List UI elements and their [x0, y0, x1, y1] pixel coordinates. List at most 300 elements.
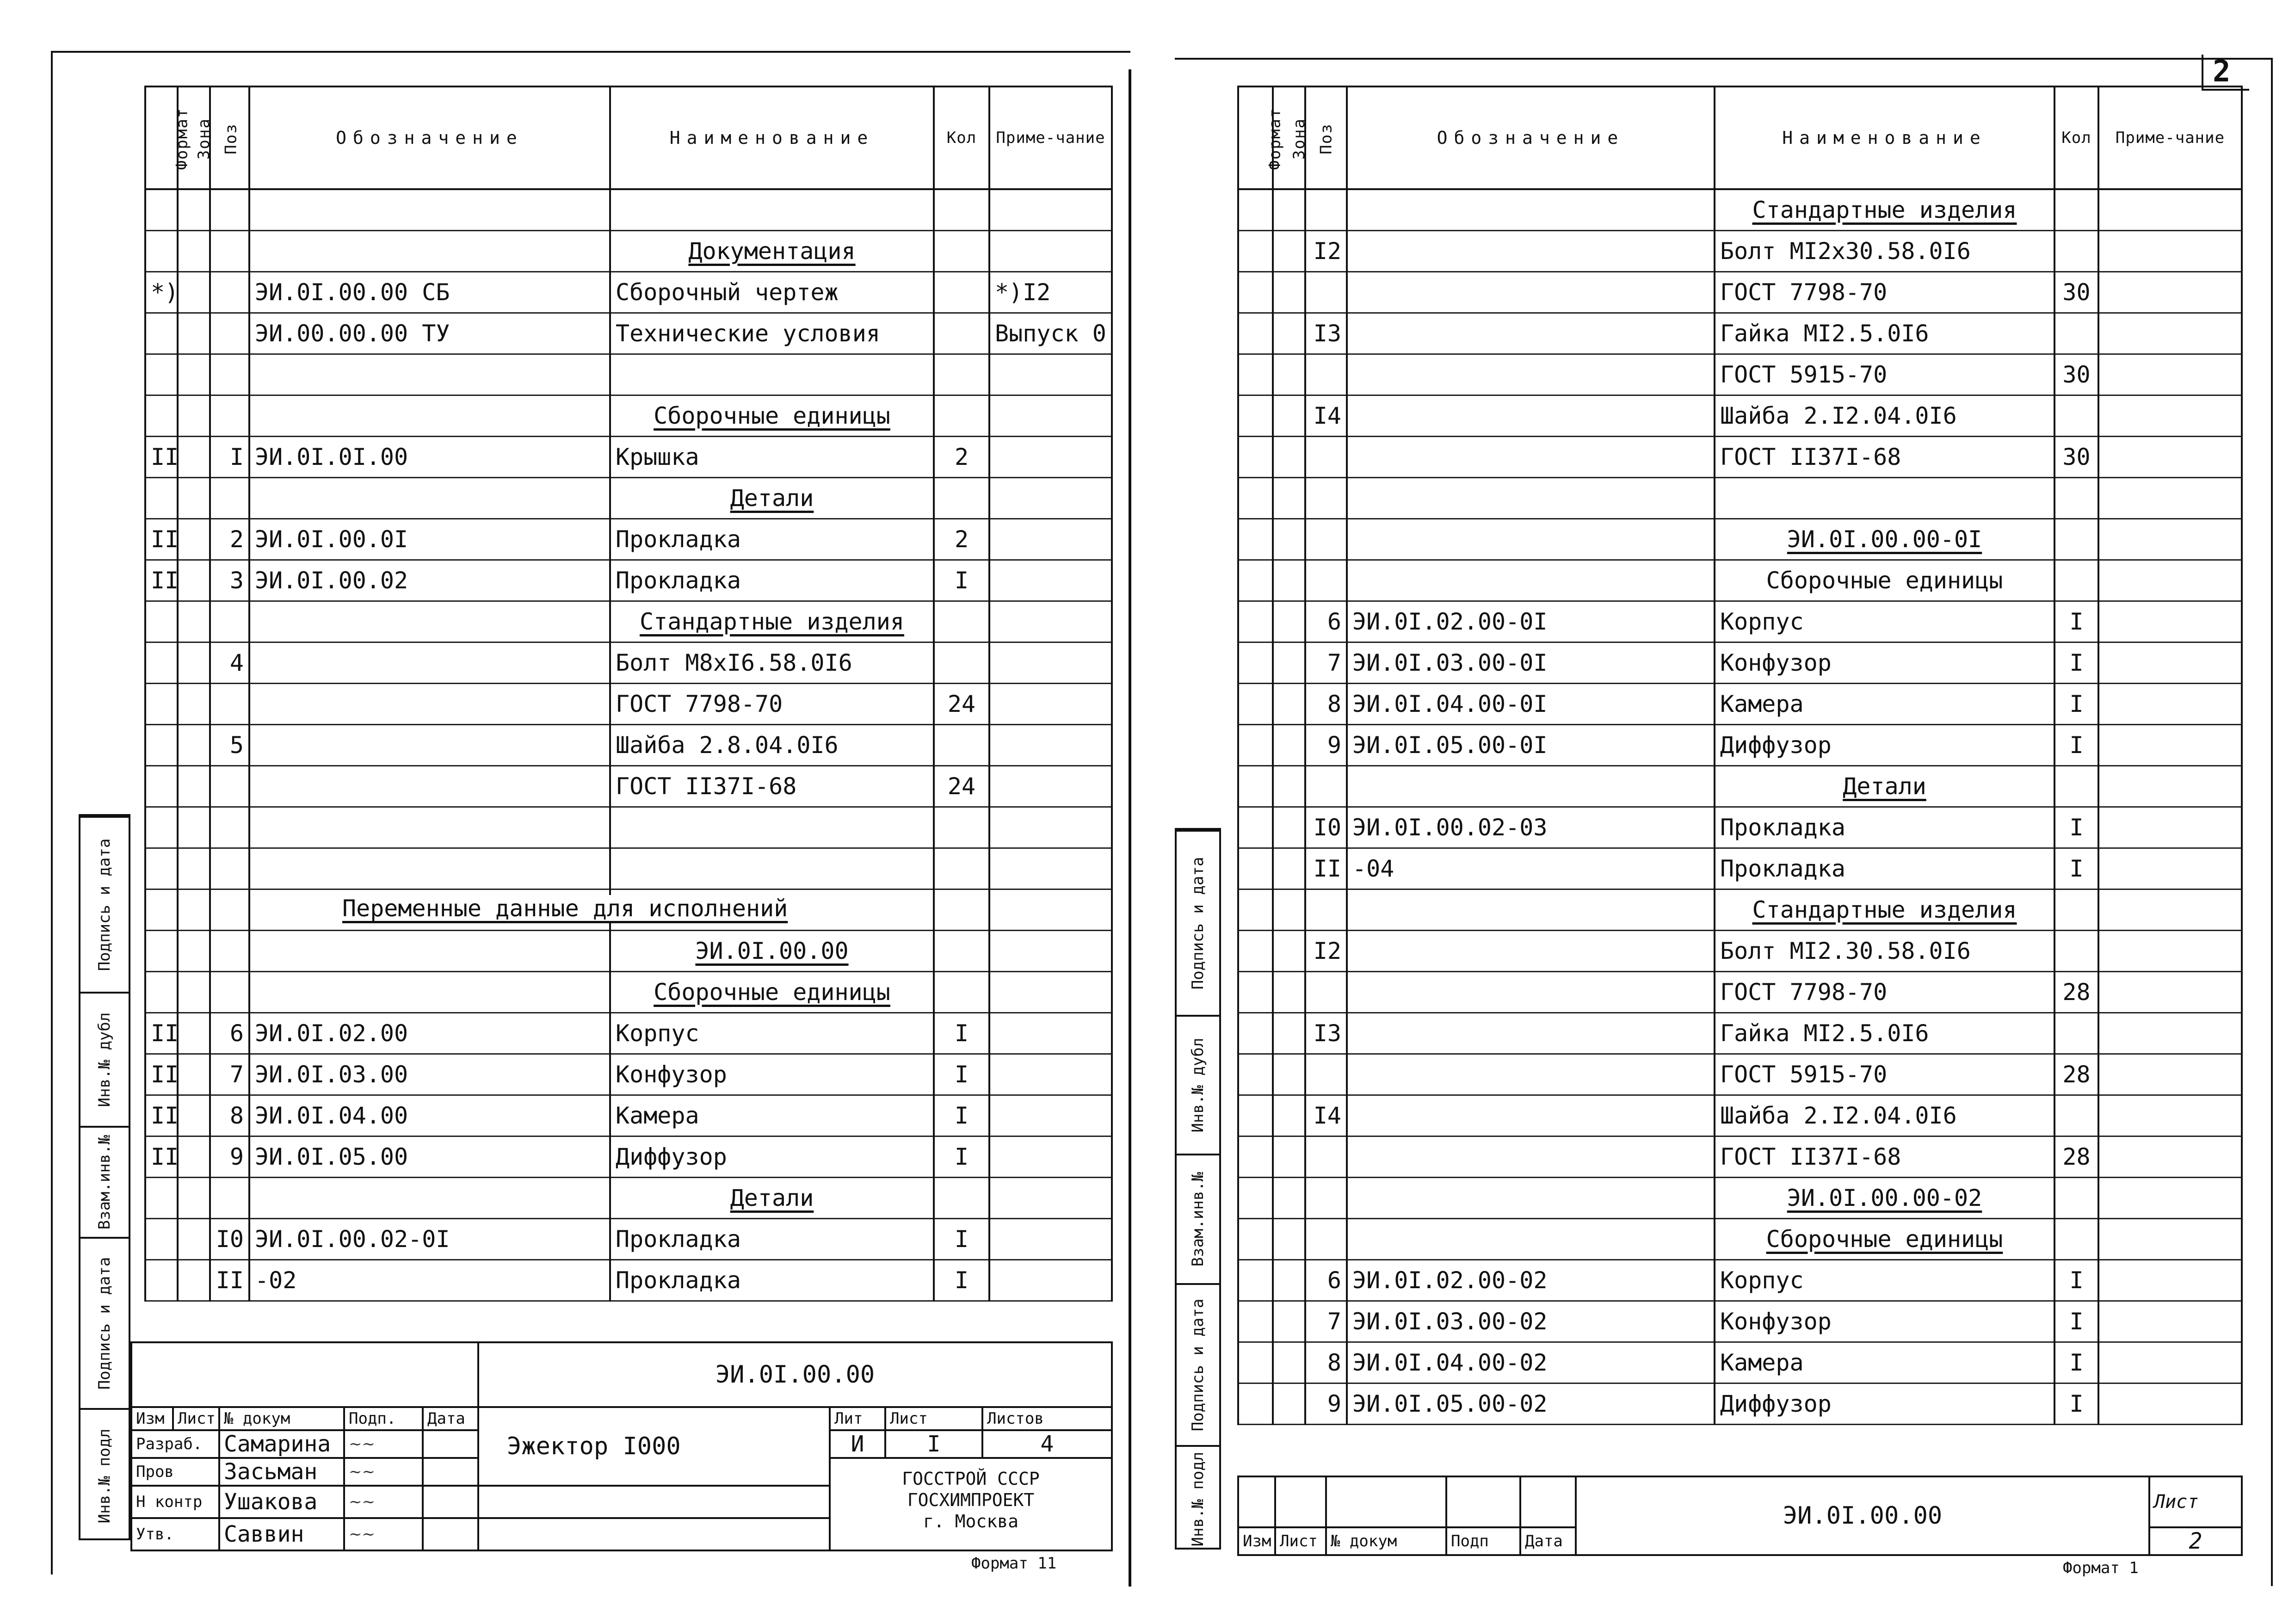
- spec-row: [1238, 395, 2242, 436]
- spec-row: [145, 1013, 1112, 1054]
- cell-zone: [178, 1260, 210, 1301]
- format-label-page-2: Формат 1: [2063, 1559, 2139, 1577]
- cell-qty: [934, 1177, 989, 1218]
- cell-pos: [210, 930, 249, 971]
- cell-zone: [178, 354, 210, 395]
- cell-zone: [178, 395, 210, 436]
- cell-zone: [178, 436, 210, 477]
- spec-row: [145, 930, 1112, 971]
- stamp-col-sign: Подп.: [344, 1407, 423, 1430]
- name-approver: Саввин: [219, 1518, 344, 1550]
- cell-format: [145, 354, 178, 395]
- cell-name: ЭИ.0I.00.00: [610, 930, 934, 971]
- cell-format: II: [145, 519, 178, 560]
- cell-pos: [210, 477, 249, 519]
- document-number: ЭИ.0I.00.00: [478, 1342, 1112, 1407]
- cell-format: [145, 1218, 178, 1260]
- cell-qty: 30: [2054, 354, 2098, 395]
- cell-qty: I: [2054, 1301, 2098, 1342]
- col-zone-header: Зона: [178, 86, 210, 189]
- cell-zone: [1273, 313, 1305, 354]
- cell-note: [2098, 189, 2242, 230]
- cell-note: [2098, 519, 2242, 560]
- cell-name: ГОСТ 5915-70: [1715, 354, 2054, 395]
- spec-row: [145, 354, 1112, 395]
- cell-qty: [2054, 1218, 2098, 1260]
- cell-name: Прокладка: [1715, 848, 2054, 889]
- cell-format: [145, 848, 178, 889]
- spec-row: [1238, 601, 2242, 642]
- cell-pos: 6: [1305, 1260, 1347, 1301]
- cell-name: Диффузор: [1715, 1383, 2054, 1424]
- cell-zone: [178, 1095, 210, 1136]
- cell-zone: [1273, 1301, 1305, 1342]
- col-qty-header: Кол: [934, 86, 989, 189]
- cell-format: [145, 889, 178, 930]
- cell-designation: [249, 601, 610, 642]
- cell-format: II: [145, 436, 178, 477]
- spec-row: [145, 848, 1112, 889]
- cell-designation: [1347, 971, 1715, 1013]
- cell-qty: [934, 395, 989, 436]
- cell-format: [145, 642, 178, 683]
- cell-qty: [2054, 766, 2098, 807]
- cell-note: [989, 766, 1112, 807]
- cell-format: [145, 1260, 178, 1301]
- cell-zone: [178, 272, 210, 313]
- cell-format: [145, 1177, 178, 1218]
- cell-note: [2098, 477, 2242, 519]
- cell-qty: 28: [2054, 1136, 2098, 1177]
- cell-note: [2098, 807, 2242, 848]
- cell-pos: [1305, 272, 1347, 313]
- cell-zone: [1273, 519, 1305, 560]
- cell-pos: I4: [1305, 1095, 1347, 1136]
- cell-pos: I0: [1305, 807, 1347, 848]
- cell-qty: [2054, 519, 2098, 560]
- cell-qty: [934, 971, 989, 1013]
- cell-zone: [1273, 971, 1305, 1013]
- cell-note: [989, 1218, 1112, 1260]
- cell-designation: ЭИ.0I.00.02: [249, 560, 610, 601]
- cell-note: [989, 889, 1112, 930]
- cell-format: [1238, 683, 1273, 724]
- cell-pos: I4: [1305, 395, 1347, 436]
- cell-note: [989, 971, 1112, 1013]
- cell-pos: I0: [210, 1218, 249, 1260]
- cell-pos: [1305, 560, 1347, 601]
- cell-qty: [2054, 1177, 2098, 1218]
- spec-row: [1238, 724, 2242, 766]
- cell-pos: [1305, 889, 1347, 930]
- spec-row: [1238, 1177, 2242, 1218]
- spec-row: [1238, 1013, 2242, 1054]
- cell-pos: I: [210, 436, 249, 477]
- cell-note: [2098, 1383, 2242, 1424]
- side-cell-5: Инв.№ подл: [80, 1408, 129, 1542]
- title-block-page-1: [130, 1341, 1113, 1551]
- cell-qty: I: [934, 1136, 989, 1177]
- spec-row: [145, 560, 1112, 601]
- cell-pos: [210, 395, 249, 436]
- cell-name: Сборочные единицы: [610, 395, 934, 436]
- cell-note: [989, 1013, 1112, 1054]
- spec-row: [1238, 354, 2242, 395]
- sheet-number-corner: 2: [2202, 55, 2249, 91]
- cell-note: [989, 930, 1112, 971]
- cell-note: [989, 601, 1112, 642]
- cell-designation: ЭИ.0I.04.00: [249, 1095, 610, 1136]
- cell-name: ГОСТ 7798-70: [610, 683, 934, 724]
- cell-name: Гайка МI2.5.0I6: [1715, 313, 2054, 354]
- cell-designation: [1347, 272, 1715, 313]
- spec-row: [1238, 848, 2242, 889]
- cell-designation: ЭИ.00.00.00 ТУ: [249, 313, 610, 354]
- cell-qty: 24: [934, 766, 989, 807]
- spec-row: [1238, 1054, 2242, 1095]
- cell-format: II: [145, 1013, 178, 1054]
- role-nkontr: Н контр: [131, 1486, 219, 1518]
- cell-zone: [1273, 1095, 1305, 1136]
- cell-format: II: [145, 560, 178, 601]
- cell-designation: [249, 848, 610, 889]
- cell-designation: ЭИ.0I.00.02-0I: [249, 1218, 610, 1260]
- cell-name: Прокладка: [1715, 807, 2054, 848]
- cell-zone: [1273, 889, 1305, 930]
- col-pos-header: Поз: [1305, 86, 1347, 189]
- cell-pos: 7: [1305, 642, 1347, 683]
- cell-designation: ЭИ.0I.03.00: [249, 1054, 610, 1095]
- cell-format: [1238, 889, 1273, 930]
- cell-zone: [1273, 724, 1305, 766]
- cell-format: [1238, 1054, 1273, 1095]
- cell-note: [989, 477, 1112, 519]
- cell-zone: [178, 560, 210, 601]
- cell-qty: I: [2054, 601, 2098, 642]
- cell-pos: II: [1305, 848, 1347, 889]
- cell-pos: I3: [1305, 1013, 1347, 1054]
- cell-name: ГОСТ 5915-70: [1715, 1054, 2054, 1095]
- cell-format: [1238, 436, 1273, 477]
- cell-note: [989, 1054, 1112, 1095]
- cell-pos: 4: [210, 642, 249, 683]
- cell-format: [1238, 519, 1273, 560]
- cell-designation: [1347, 519, 1715, 560]
- cell-designation: ЭИ.0I.02.00-02: [1347, 1260, 1715, 1301]
- cell-name: ЭИ.0I.00.00-0I: [1715, 519, 2054, 560]
- cell-format: [1238, 189, 1273, 230]
- spec-row: [1238, 807, 2242, 848]
- cell-zone: [178, 683, 210, 724]
- cell-designation: [1347, 354, 1715, 395]
- page-divider: [1129, 69, 1131, 1587]
- cell-zone: [1273, 1260, 1305, 1301]
- stamp-sheets-label: Листов: [982, 1407, 1112, 1430]
- spec-row: [1238, 889, 2242, 930]
- cell-designation: ЭИ.0I.04.00-02: [1347, 1342, 1715, 1383]
- cell-zone: [178, 971, 210, 1013]
- cell-name: ГОСТ II37I-68: [1715, 1136, 2054, 1177]
- cell-pos: [210, 766, 249, 807]
- cell-note: [2098, 354, 2242, 395]
- title-block-page-2: [1237, 1476, 2243, 1556]
- stamp-col-izm: Изм: [1238, 1527, 1275, 1555]
- cell-pos: [210, 189, 249, 230]
- cell-designation: [249, 642, 610, 683]
- cell-qty: I: [934, 1260, 989, 1301]
- stamp-col-doc: № докум: [1326, 1527, 1446, 1555]
- cell-format: [1238, 848, 1273, 889]
- side-cell-4: Подпись и дата: [80, 1237, 129, 1408]
- cell-qty: [2054, 560, 2098, 601]
- stamp-col-list: Лист: [173, 1407, 219, 1430]
- col-zone-header: Зона: [1273, 86, 1305, 189]
- cell-name: ГОСТ II37I-68: [1715, 436, 2054, 477]
- organization: [830, 1458, 1112, 1550]
- side-strip-page-1: [79, 814, 130, 1540]
- cell-designation: [1347, 766, 1715, 807]
- cell-zone: [178, 642, 210, 683]
- cell-name: ГОСТ II37I-68: [610, 766, 934, 807]
- cell-note: [2098, 971, 2242, 1013]
- cell-pos: [210, 848, 249, 889]
- cell-designation: ЭИ.0I.00.02-03: [1347, 807, 1715, 848]
- cell-designation: [1347, 1218, 1715, 1260]
- cell-qty: 28: [2054, 1054, 2098, 1095]
- cell-format: II: [145, 1095, 178, 1136]
- stamp-col-izm: Изм: [131, 1407, 173, 1430]
- cell-name: [610, 354, 934, 395]
- side-strip-page-2: [1175, 828, 1221, 1550]
- cell-qty: [2054, 1095, 2098, 1136]
- spec-row: [145, 683, 1112, 724]
- cell-zone: [178, 313, 210, 354]
- cell-name: Диффузор: [1715, 724, 2054, 766]
- cell-pos: 6: [210, 1013, 249, 1054]
- cell-designation: [1347, 1013, 1715, 1054]
- cell-name: Конфузор: [1715, 642, 2054, 683]
- cell-zone: [178, 601, 210, 642]
- cell-qty: [2054, 477, 2098, 519]
- cell-qty: [934, 642, 989, 683]
- name-nkontr: Ушакова: [219, 1486, 344, 1518]
- cell-pos: [1305, 766, 1347, 807]
- stamp-sheet-label: Лист: [885, 1407, 982, 1430]
- spec-row: [145, 1054, 1112, 1095]
- cell-note: [2098, 724, 2242, 766]
- spec-row: [145, 724, 1112, 766]
- cell-name: Сборочный чертеж: [610, 272, 934, 313]
- cell-zone: [1273, 1136, 1305, 1177]
- cell-zone: [1273, 1054, 1305, 1095]
- cell-pos: I2: [1305, 930, 1347, 971]
- cell-note: [989, 807, 1112, 848]
- cell-zone: [1273, 601, 1305, 642]
- cell-name: Камера: [1715, 1342, 2054, 1383]
- cell-zone: [1273, 766, 1305, 807]
- cell-name: Прокладка: [610, 1218, 934, 1260]
- spec-table-page-2: [1237, 86, 2243, 1425]
- cell-note: [2098, 1260, 2242, 1301]
- cell-pos: [210, 601, 249, 642]
- cell-designation: ЭИ.0I.04.00-0I: [1347, 683, 1715, 724]
- cell-designation: [249, 930, 610, 971]
- col-note-header: Приме-чание: [989, 86, 1112, 189]
- cell-name: Корпус: [610, 1013, 934, 1054]
- cell-qty: I: [2054, 642, 2098, 683]
- cell-name: Корпус: [1715, 601, 2054, 642]
- cell-pos: [1305, 436, 1347, 477]
- cell-qty: 24: [934, 683, 989, 724]
- cell-designation: [1347, 1095, 1715, 1136]
- cell-note: [2098, 1013, 2242, 1054]
- cell-qty: I: [2054, 1342, 2098, 1383]
- cell-zone: [1273, 930, 1305, 971]
- spec-row: [145, 971, 1112, 1013]
- stamp-col-sign: Подп: [1446, 1527, 1520, 1555]
- cell-zone: [1273, 436, 1305, 477]
- cell-note: [2098, 230, 2242, 272]
- name-checker: Засьман: [219, 1458, 344, 1486]
- cell-note: [989, 436, 1112, 477]
- cell-note: [2098, 1177, 2242, 1218]
- cell-note: [2098, 313, 2242, 354]
- cell-pos: 7: [1305, 1301, 1347, 1342]
- signature-checker: ~~: [344, 1458, 423, 1486]
- cell-qty: [934, 848, 989, 889]
- cell-pos: [210, 313, 249, 354]
- col-name-header: Наименование: [610, 86, 934, 189]
- cell-qty: I: [2054, 807, 2098, 848]
- cell-format: [1238, 930, 1273, 971]
- spec-row: [145, 1177, 1112, 1218]
- spec-row: [145, 189, 1112, 230]
- cell-note: [989, 848, 1112, 889]
- cell-pos: [210, 971, 249, 1013]
- cell-format: [1238, 395, 1273, 436]
- cell-note: [989, 354, 1112, 395]
- cell-format: II: [145, 1054, 178, 1095]
- cell-designation: [1347, 1177, 1715, 1218]
- cell-designation: -04: [1347, 848, 1715, 889]
- cell-designation: [249, 230, 610, 272]
- spec-row: [1238, 477, 2242, 519]
- cell-pos: 9: [1305, 724, 1347, 766]
- cell-name: ЭИ.0I.00.00-02: [1715, 1177, 2054, 1218]
- side-cell-3: Взам.инв.№: [80, 1126, 129, 1237]
- cell-designation: [1347, 436, 1715, 477]
- cell-format: [1238, 766, 1273, 807]
- cell-qty: [2054, 1013, 2098, 1054]
- cell-format: [1238, 1383, 1273, 1424]
- cell-pos: [1305, 477, 1347, 519]
- spec-row: [1238, 1095, 2242, 1136]
- signature-approver: ~~: [344, 1518, 423, 1550]
- spec-row: [1238, 560, 2242, 601]
- cell-format: [1238, 601, 1273, 642]
- cell-note: [2098, 272, 2242, 313]
- cell-designation: ЭИ.0I.02.00-0I: [1347, 601, 1715, 642]
- cell-note: [989, 519, 1112, 560]
- product-title: Эжектор I000: [478, 1407, 830, 1486]
- cell-designation: [249, 477, 610, 519]
- cell-qty: [934, 477, 989, 519]
- cell-name: [1715, 477, 2054, 519]
- document-number: ЭИ.0I.00.00: [1576, 1476, 2149, 1555]
- stamp-col-doc: № докум: [219, 1407, 344, 1430]
- cell-name: Камера: [1715, 683, 2054, 724]
- spec-row: [145, 313, 1112, 354]
- cell-qty: [2054, 230, 2098, 272]
- stamp-sheet-value: I: [885, 1430, 982, 1458]
- cell-qty: I: [934, 1054, 989, 1095]
- cell-format: [145, 601, 178, 642]
- cell-designation: ЭИ.0I.03.00-0I: [1347, 642, 1715, 683]
- cell-designation: ЭИ.0I.05.00-0I: [1347, 724, 1715, 766]
- cell-zone: [1273, 354, 1305, 395]
- cell-qty: I: [2054, 1260, 2098, 1301]
- cell-name: Стандартные изделия: [1715, 889, 2054, 930]
- col-format-header: Формат: [1238, 86, 1273, 189]
- cell-zone: [178, 230, 210, 272]
- cell-format: [1238, 1218, 1273, 1260]
- cell-qty: [934, 189, 989, 230]
- col-note-header: Приме-чание: [2098, 86, 2242, 189]
- cell-qty: I: [934, 1218, 989, 1260]
- cell-format: [145, 313, 178, 354]
- cell-name: Диффузор: [610, 1136, 934, 1177]
- stamp-sheets-value: 4: [982, 1430, 1112, 1458]
- cell-note: [989, 395, 1112, 436]
- cell-pos: I2: [1305, 230, 1347, 272]
- org-line-2: ГОСХИМПРОЕКТ: [907, 1490, 1035, 1510]
- cell-qty: I: [2054, 1383, 2098, 1424]
- spec-row: [1238, 189, 2242, 230]
- cell-qty: [934, 230, 989, 272]
- cell-qty: 2: [934, 519, 989, 560]
- cell-note: [989, 189, 1112, 230]
- cell-name: Сборочные единицы: [1715, 1218, 2054, 1260]
- cell-note: [989, 1260, 1112, 1301]
- cell-note: [2098, 642, 2242, 683]
- cell-pos: 9: [210, 1136, 249, 1177]
- spec-row: [145, 519, 1112, 560]
- cell-note: [2098, 1054, 2242, 1095]
- cell-name: [610, 189, 934, 230]
- cell-qty: I: [2054, 724, 2098, 766]
- cell-designation: [1347, 477, 1715, 519]
- cell-name: Гайка МI2.5.0I6: [1715, 1013, 2054, 1054]
- cell-zone: [1273, 272, 1305, 313]
- cell-zone: [178, 848, 210, 889]
- cell-zone: [1273, 1177, 1305, 1218]
- cell-note: [2098, 848, 2242, 889]
- cell-qty: 30: [2054, 436, 2098, 477]
- cell-designation: [249, 189, 610, 230]
- spec-row: [145, 477, 1112, 519]
- cell-name: Болт МI2.30.58.0I6: [1715, 930, 2054, 971]
- cell-zone: [1273, 230, 1305, 272]
- spec-table-page-1: [144, 86, 1113, 1302]
- cell-qty: [934, 601, 989, 642]
- cell-format: *): [145, 272, 178, 313]
- side-cell-1: Подпись и дата: [1177, 830, 1219, 1015]
- cell-name: Детали: [610, 477, 934, 519]
- cell-pos: 8: [1305, 1342, 1347, 1383]
- spec-row: [145, 395, 1112, 436]
- cell-qty: [934, 272, 989, 313]
- cell-format: [1238, 807, 1273, 848]
